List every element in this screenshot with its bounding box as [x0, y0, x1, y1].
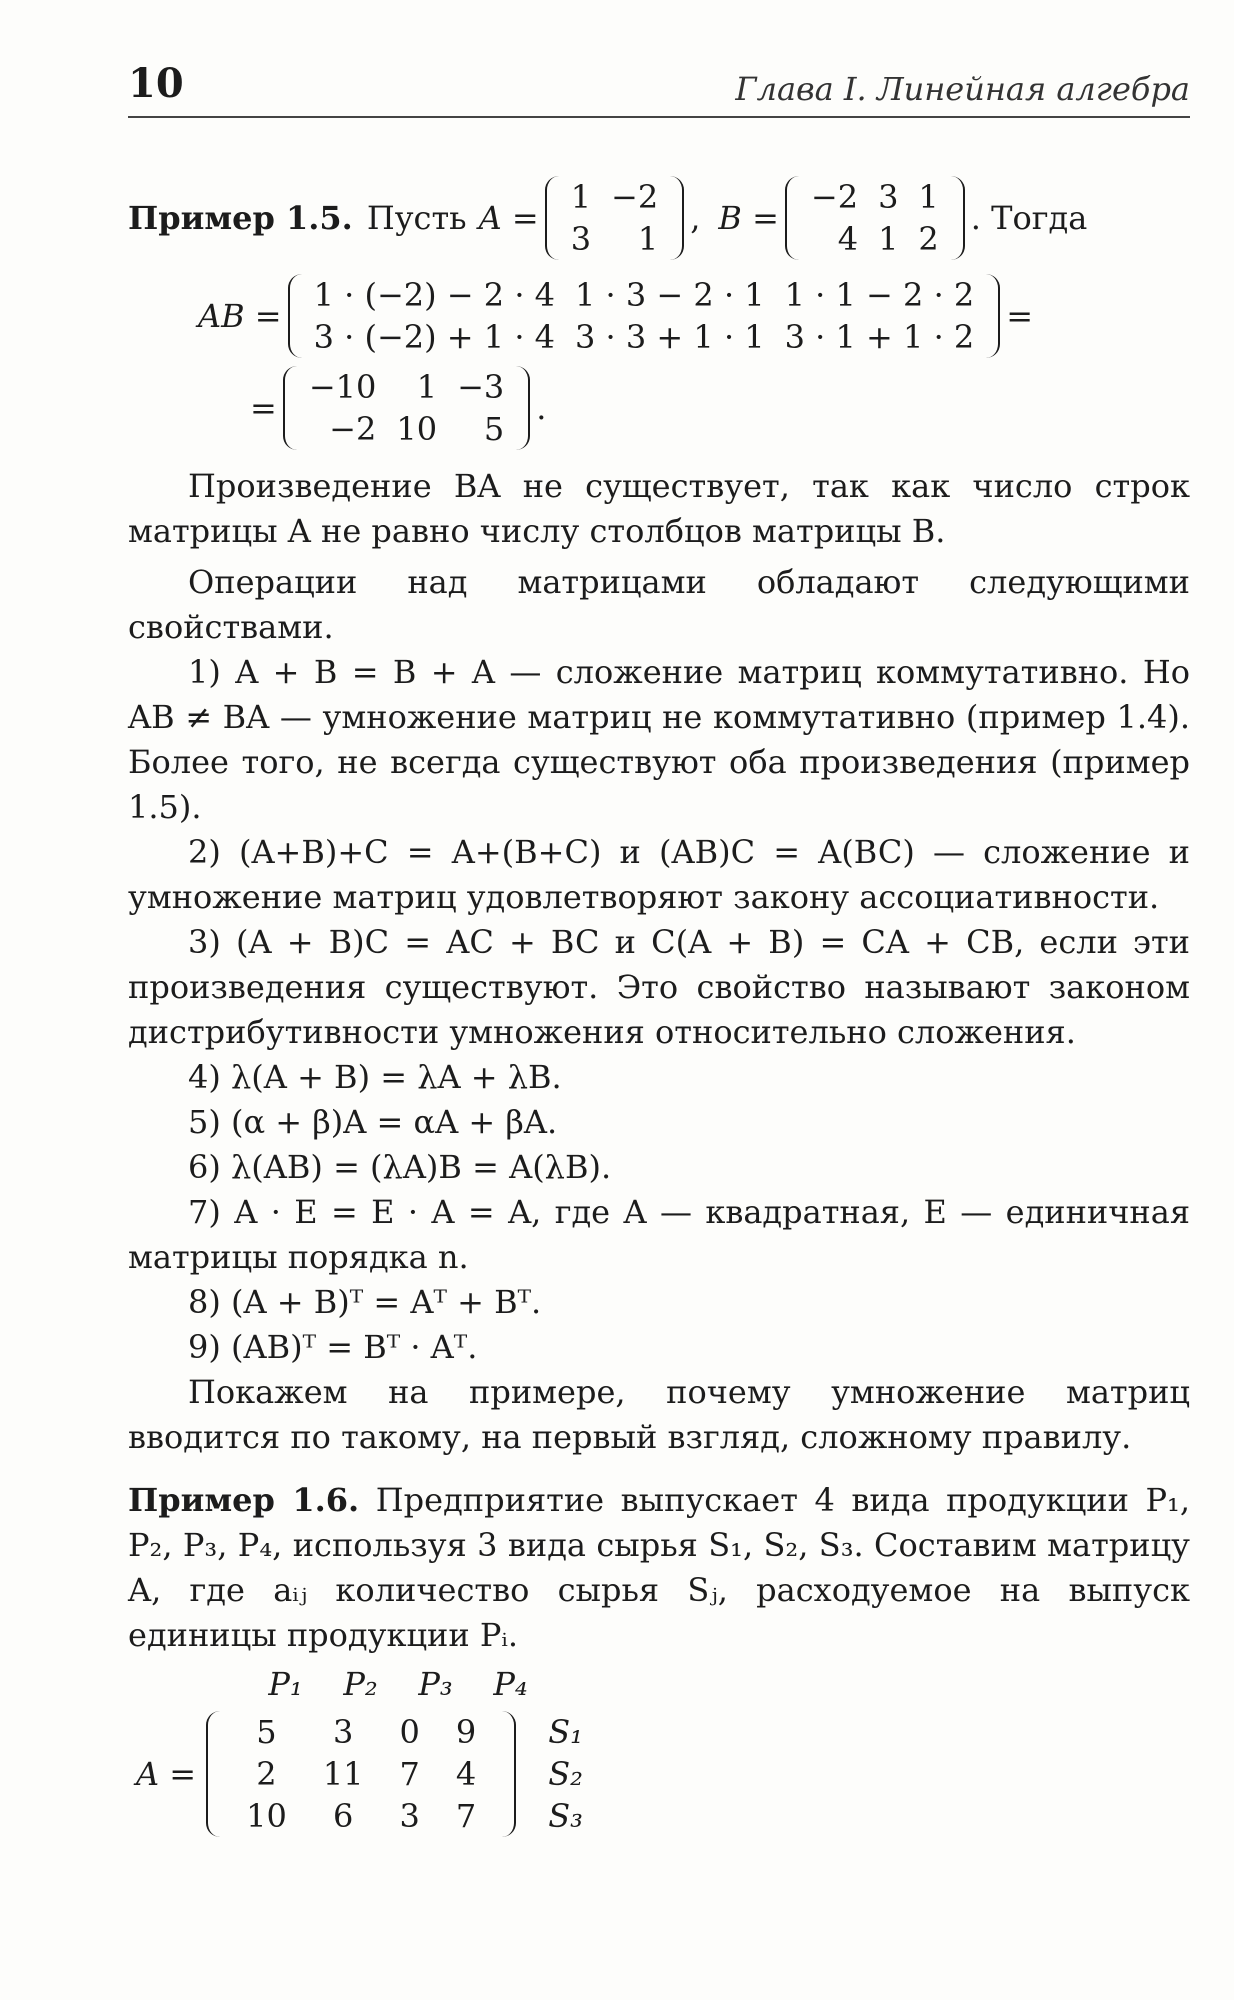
- resource-matrix-block: [136, 1711, 1190, 1837]
- matrix-a-name-2: A =: [136, 1754, 197, 1793]
- resource-matrix-cell: 0: [399, 1713, 420, 1751]
- matrix-b-cell: −2: [810, 178, 859, 216]
- paragraph: Операции над матрицами обладают следующими свойствами.: [128, 563, 1190, 646]
- matrix-b-cell: 3: [878, 178, 899, 216]
- example-1-5-statement: Пример 1.5. Пусть A = 1 −2 3 1 , B = −2 3 1 4 1 2 . Тогда: [128, 178, 1088, 258]
- product-ab-name: AB =: [198, 296, 282, 335]
- product-result-cell: −3: [457, 368, 505, 406]
- matrix-a-cell: 1: [637, 220, 659, 258]
- product-result-row: [299, 408, 514, 450]
- property-1: 1) A + B = B + A — сложение матриц коммутативно. Но AB ≠ BA — умножение матриц не коммутативно (пример 1.4). Более того, не всегда существуют оба произведения (пример 1.5).: [128, 653, 1190, 826]
- matrix-b-cell: 1: [878, 220, 899, 258]
- resource-matrix-row: [228, 1795, 494, 1837]
- matrix-b-row: [801, 218, 949, 260]
- row-label: S₃: [548, 1797, 583, 1835]
- then-text: . Тогда: [970, 198, 1088, 237]
- matrix-a: [545, 176, 685, 260]
- matrix-b-cell: 4: [837, 220, 859, 258]
- resource-matrix: [206, 1711, 516, 1837]
- col-header: P₃: [418, 1665, 453, 1703]
- row-label: S₁: [548, 1713, 583, 1751]
- resource-matrix-cell: 5: [256, 1713, 277, 1751]
- resource-matrix-cell: 11: [322, 1755, 364, 1793]
- resource-row-labels: [548, 1711, 583, 1837]
- property-2: 2) (A+B)+C = A+(B+C) и (AB)C = A(BC) — сложение и умножение матриц удовлетворяют закону ассоциативности.: [128, 833, 1190, 916]
- page-number: 10: [128, 60, 184, 107]
- matrix-b-cell: 2: [918, 220, 939, 258]
- example-1-5-intro: Пусть: [366, 198, 467, 237]
- col-header: P₁: [268, 1665, 303, 1703]
- resource-matrix-row: [228, 1753, 494, 1795]
- matrix-a-cell: 1: [570, 178, 592, 216]
- example-1-5-label: Пример 1.5.: [128, 198, 353, 237]
- equals-sign-2: =: [250, 388, 277, 427]
- product-expression-row: [304, 316, 985, 358]
- page-body: [128, 140, 1190, 1837]
- resource-matrix-cell: 4: [455, 1755, 477, 1793]
- resource-matrix-cell: 3: [332, 1713, 354, 1751]
- resource-matrix-row: [228, 1711, 494, 1753]
- product-result-cell: 1: [416, 368, 438, 406]
- property-6: 6) λ(AB) = (λA)B = A(λB).: [188, 1148, 612, 1186]
- product-expression-cell: 1 · 3 − 2 · 1: [575, 276, 765, 314]
- chapter-title: Глава I. Линейная алгебра: [735, 70, 1190, 108]
- product-result-row: [299, 366, 514, 408]
- property-5: 5) (α + β)A = αA + βA.: [188, 1103, 558, 1141]
- matrix-a-cell: −2: [611, 178, 659, 216]
- resource-matrix-cell: 10: [246, 1797, 287, 1835]
- product-result-cell: 5: [483, 410, 505, 448]
- resource-matrix-cell: 2: [256, 1755, 277, 1793]
- matrix-a-row: [561, 218, 669, 260]
- example-1-6-statement: [128, 1478, 1190, 1658]
- product-result-cell: 10: [396, 410, 438, 448]
- resource-matrix-cell: 9: [455, 1713, 477, 1751]
- property-4: 4) λ(A + B) = λA + λB.: [188, 1058, 562, 1096]
- matrix-b-name: B =: [718, 198, 779, 237]
- example-1-6-label: Пример 1.6.: [128, 1481, 360, 1519]
- matrix-a-cell: 3: [570, 220, 592, 258]
- product-expression-cell: 3 · 3 + 1 · 1: [575, 318, 765, 356]
- resource-matrix-cell: 7: [399, 1755, 420, 1793]
- product-result: [250, 366, 1190, 450]
- resource-matrix-cell: 7: [455, 1797, 477, 1835]
- property-3: 3) (A + B)C = AC + BC и C(A + B) = CA + CB, если эти произведения существуют. Это свойство называют законом дистрибутивности умножения относительно сложения.: [128, 923, 1190, 1051]
- matrix-b-cell: 1: [918, 178, 939, 216]
- resource-matrix-cell: 3: [399, 1797, 420, 1835]
- matrix-b-row: [801, 176, 949, 218]
- header-rule: [128, 116, 1190, 118]
- product-expression-cell: 1 · 1 − 2 · 2: [784, 276, 975, 314]
- product-result-matrix: [283, 366, 530, 450]
- product-result-cell: −2: [329, 410, 377, 448]
- product-expression-cell: 3 · 1 + 1 · 2: [784, 318, 975, 356]
- matrix-b: [785, 176, 965, 260]
- matrix-a-row: [561, 176, 669, 218]
- paragraph: Покажем на примере, почему умножение матриц вводится по такому, на первый взгляд, сложному правилу.: [128, 1373, 1190, 1456]
- matrix-a-name: A =: [478, 198, 539, 237]
- col-header: P₄: [493, 1665, 528, 1703]
- paragraph: Произведение BA не существует, так как число строк матрицы A не равно числу столбцов матрицы B.: [128, 467, 1190, 550]
- product-expansion: [198, 274, 1190, 358]
- product-expression-matrix: [288, 274, 1001, 358]
- product-expression-row: [304, 274, 985, 316]
- product-expression-cell: 1 · (−2) − 2 · 4: [313, 276, 556, 314]
- property-9: 9) (AB)ᵀ = Bᵀ · Aᵀ.: [188, 1328, 478, 1366]
- equals-sign: =: [1006, 296, 1034, 335]
- row-label: S₂: [548, 1755, 583, 1793]
- col-header: P₂: [343, 1665, 378, 1703]
- product-expression-cell: 3 · (−2) + 1 · 4: [313, 318, 556, 356]
- period: .: [536, 388, 547, 427]
- product-column-headers: [248, 1662, 1190, 1707]
- example-1-6-text: Предприятие выпускает 4 вида продукции P₁, P₂, P₃, P₄, используя 3 вида сырья S₁, S₂, S₃. Составим матрицу A, где aᵢⱼ количество сырья Sⱼ, расходуемое на выпуск единицы продукции Pᵢ.: [128, 1481, 1191, 1654]
- property-8: 8) (A + B)ᵀ = Aᵀ + Bᵀ.: [188, 1283, 542, 1321]
- property-7: 7) A · E = E · A = A, где A — квадратная, E — единичная матрицы порядка n.: [128, 1193, 1190, 1276]
- resource-matrix-cell: 6: [332, 1797, 354, 1835]
- product-result-cell: −10: [308, 368, 377, 406]
- properties-text: [128, 464, 1190, 1460]
